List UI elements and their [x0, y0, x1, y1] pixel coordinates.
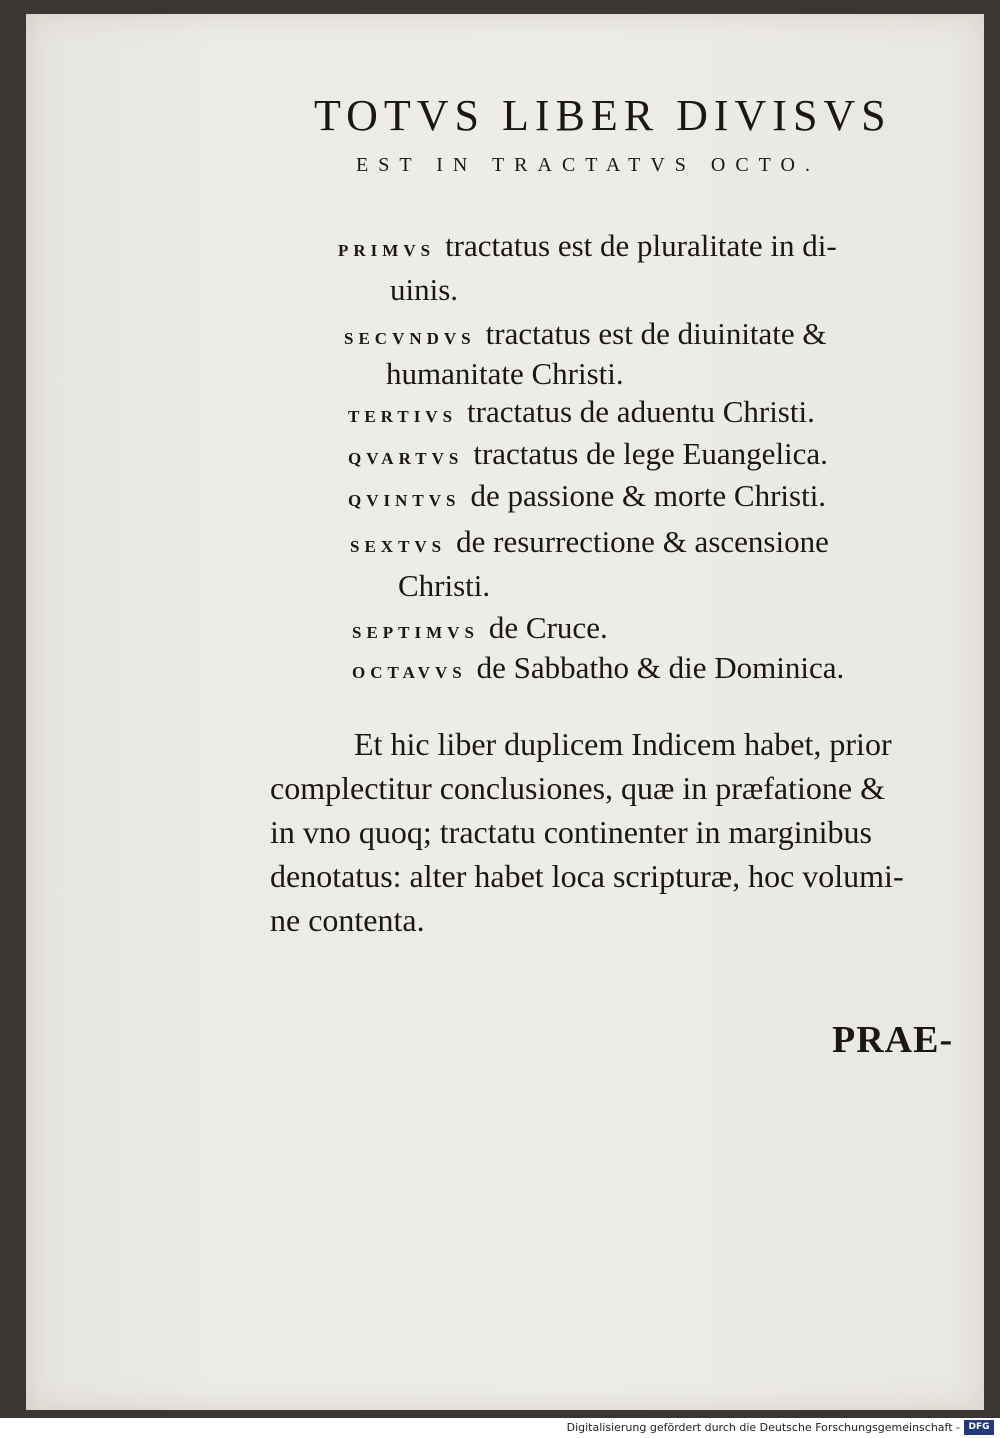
list-item: [350, 522, 829, 567]
ordinal-label: SEPTIMVS: [352, 623, 479, 642]
list-item: [348, 434, 828, 479]
list-item: [338, 226, 837, 271]
paragraph-line: ne contenta.: [270, 902, 425, 938]
ordinal-label: OCTAVVS: [352, 663, 467, 682]
book-page: [26, 14, 984, 1410]
paragraph-line: Et hic liber duplicem Indicem habet, prior: [354, 726, 892, 762]
entry-text: de Sabbatho & die Dominica.: [476, 650, 845, 685]
entry-text: tractatus est de diuinitate &: [485, 316, 827, 351]
ordinal-label: PRIMVS: [338, 241, 436, 260]
list-item: [352, 648, 844, 693]
entry-text: tractatus de aduentu Christi.: [467, 394, 815, 429]
list-item: [344, 314, 827, 359]
paragraph-line: complectitur conclusiones, quæ in præfatione &: [270, 770, 885, 806]
catchword: PRAE-: [832, 1019, 954, 1061]
ordinal-label: SECVNDVS: [344, 329, 476, 348]
entry-text: de resurrectione & ascensione: [456, 524, 829, 559]
ordinal-label: TERTIVS: [348, 407, 458, 426]
footer-bar: [0, 1418, 1000, 1438]
tract-list: [26, 14, 984, 714]
entry-continuation: humanitate Christi.: [386, 356, 624, 391]
page-title: TOTVS LIBER DIVISVS: [314, 91, 892, 140]
dfg-logo-icon: DFG: [964, 1420, 994, 1435]
list-item: [348, 392, 815, 437]
paragraph-line: in vno quoq; tractatu continenter in marginibus: [270, 814, 872, 850]
index-paragraph: [270, 722, 960, 942]
list-item: [348, 476, 826, 521]
funding-credit: Digitalisierung gefördert durch die Deutsche Forschungsgemeinschaft -: [566, 1421, 960, 1434]
list-item: [352, 608, 608, 653]
page-subtitle: EST IN TRACTATVS OCTO.: [356, 154, 820, 176]
entry-text: tractatus est de pluralitate in di-: [445, 228, 837, 263]
ordinal-label: SEXTVS: [350, 537, 447, 556]
entry-text: tractatus de lege Euangelica.: [473, 436, 828, 471]
entry-text: de Cruce.: [488, 610, 608, 645]
entry-text: de passione & morte Christi.: [470, 478, 827, 513]
ordinal-label: QVARTVS: [348, 449, 464, 468]
entry-continuation: Christi.: [398, 568, 491, 603]
entry-continuation: uinis.: [390, 272, 459, 307]
ordinal-label: QVINTVS: [348, 491, 461, 510]
paragraph-line: denotatus: alter habet loca scripturæ, hoc volumi-: [270, 858, 904, 894]
